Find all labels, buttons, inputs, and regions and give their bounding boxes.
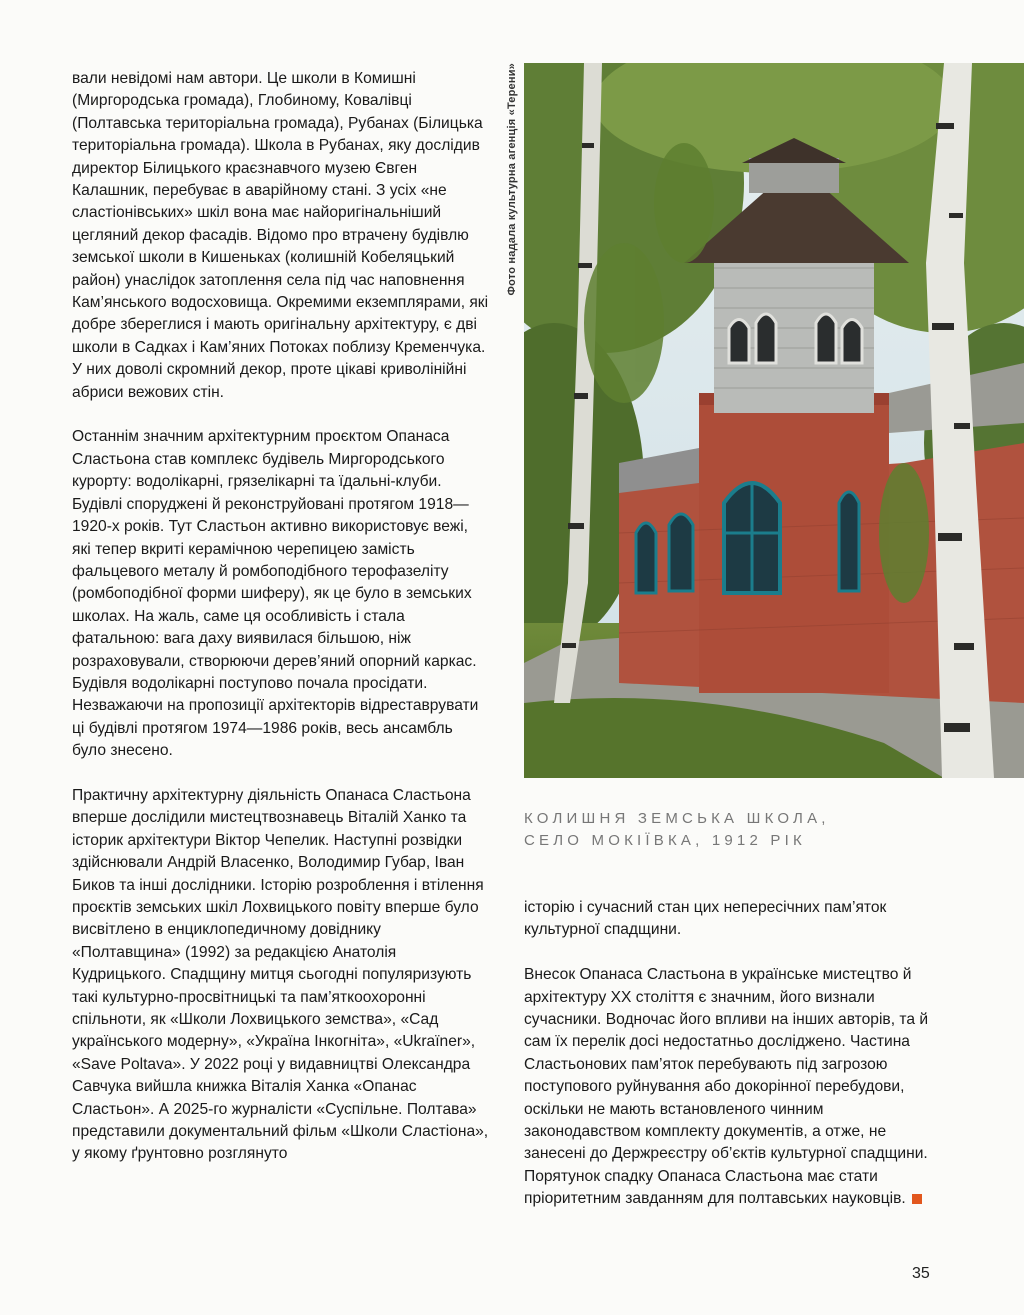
paragraph [524,964,944,1210]
paragraph: Практичну архітектурну діяльність Опанаса Сластьона вперше дослідили мистецтвознавець Віталій Ханко та історик архітектури Віктор Чепелик. Наступні розвідки здійснювали Андрій Власенко, Володимир Губар, Іван Биков та інші дослідники. Історію розроблення і втілення проєктів земських шкіл Лохвицького повіту вперше було висвітлено в енциклопедичному довіднику «Полтавщина» (1992) за редакцією Анатолія Кудрицького. Спадщину митця сьогодні популяризують такі культурно-просвітницькі та пам’яткоохоронні спільноти, як «Школи Лохвицького земства», «Сад українського модерну», «Україна Інкогніта», «Ukraїner», «Save Poltava». У 2022 році у видавництві Олександра Савчука вийшла книжка Віталія Ханка «Опанас Сластьон». А 2025-го журналісти «Суспільне. Полтава» представили документальний фільм «Школи Сластіона», у якому ґрунтовно розглянуто [72,786,489,1163]
caption-line: СЕЛО МОКІЇВКА, 1912 РІК [524,832,806,849]
school-illustration [524,63,1024,778]
end-of-article-icon [912,1194,922,1204]
school-photo [524,63,1024,778]
photo-credit [504,63,520,338]
paragraph: історію і сучасний стан цих непересічних пам’яток культурної спадщини. [524,899,887,939]
paragraph: Останнім значним архітектурним проєктом Опанаса Сластьона став комплекс будівель Миргородського курорту: водолікарні, грязелікарні та їдальні-клуби. Будівлі споруджені й реконструйовані протягом 1918—1920-х років. Тут Сластьон активно використовує вежі, які тепер вкриті керамічною черепицею замість фальцевого металу й ромбоподібного терофазеліту (ромбоподібної форми шиферу), як це було в земських школах. На жаль, саме ця особливість і стала фатальною: вага даху виявилася більшою, ніж розраховували, створюючи дерев’яний опорний каркас. Будівля водолікарні поступово почала просідати. Незважаючи на пропозиції архітекторів відреставрувати ці будівлі протягом 1974—1986 років, весь ансамбль було знесено. [72,428,479,760]
right-text-column [524,897,944,1211]
left-text-column [72,68,490,1166]
paragraph-text: Внесок Опанаса Сластьона в українське мистецтво й архітектуру ХХ століття є значним, його визнали сучасники. Водночас його впливи на інших авторів, та й сам їх перелік досі недостатньо досліджено. Частина Сластьонових пам’яток перебувають під загрозою поступового руйнування або докорінної перебудови, оскільки не мають встановленого чинним законодавством комплекту документів, а отже, не занесені до Держреєстру об’єктів культурної спадщини. Порятунок спадку Опанаса Сластьона має стати пріоритетним завданням для полтавських науковців. [524,966,929,1208]
paragraph: вали невідомі нам автори. Це школи в Комишні (Миргородська громада), Глобиному, Ковалівці (Полтавська територіальна громада), Рубанах (Білицька територіальна громада). Школа в Рубанах, яку дослідив директор Білицького краєзнавчого музею Євген Калашник, перебуває в аварійному стані. З усіх «не сластіонівських» шкіл вона має найоригінальніший цегляний декор фасадів. Відомо про втрачену будівлю земської школи в Кишеньках (колишній Кобеляцький район) унаслідок затоплення села під час наповнення Кам’янського водосховища. Окремими екземплярами, які добре збереглися і мають оригінальну архітектуру, є дві школи в Садках і Кам’яних Потоках поблизу Кременчука. У них доволі скромний декор, проте цікаві криволінійні абриси вежових стін. [72,70,489,401]
photo-caption [524,808,994,852]
page-number: 35 [912,1265,930,1282]
caption-line: КОЛИШНЯ ЗЕМСЬКА ШКОЛА, [524,810,830,827]
photo-credit-text: Фото надала культурна агенція «Терени» [506,63,518,296]
